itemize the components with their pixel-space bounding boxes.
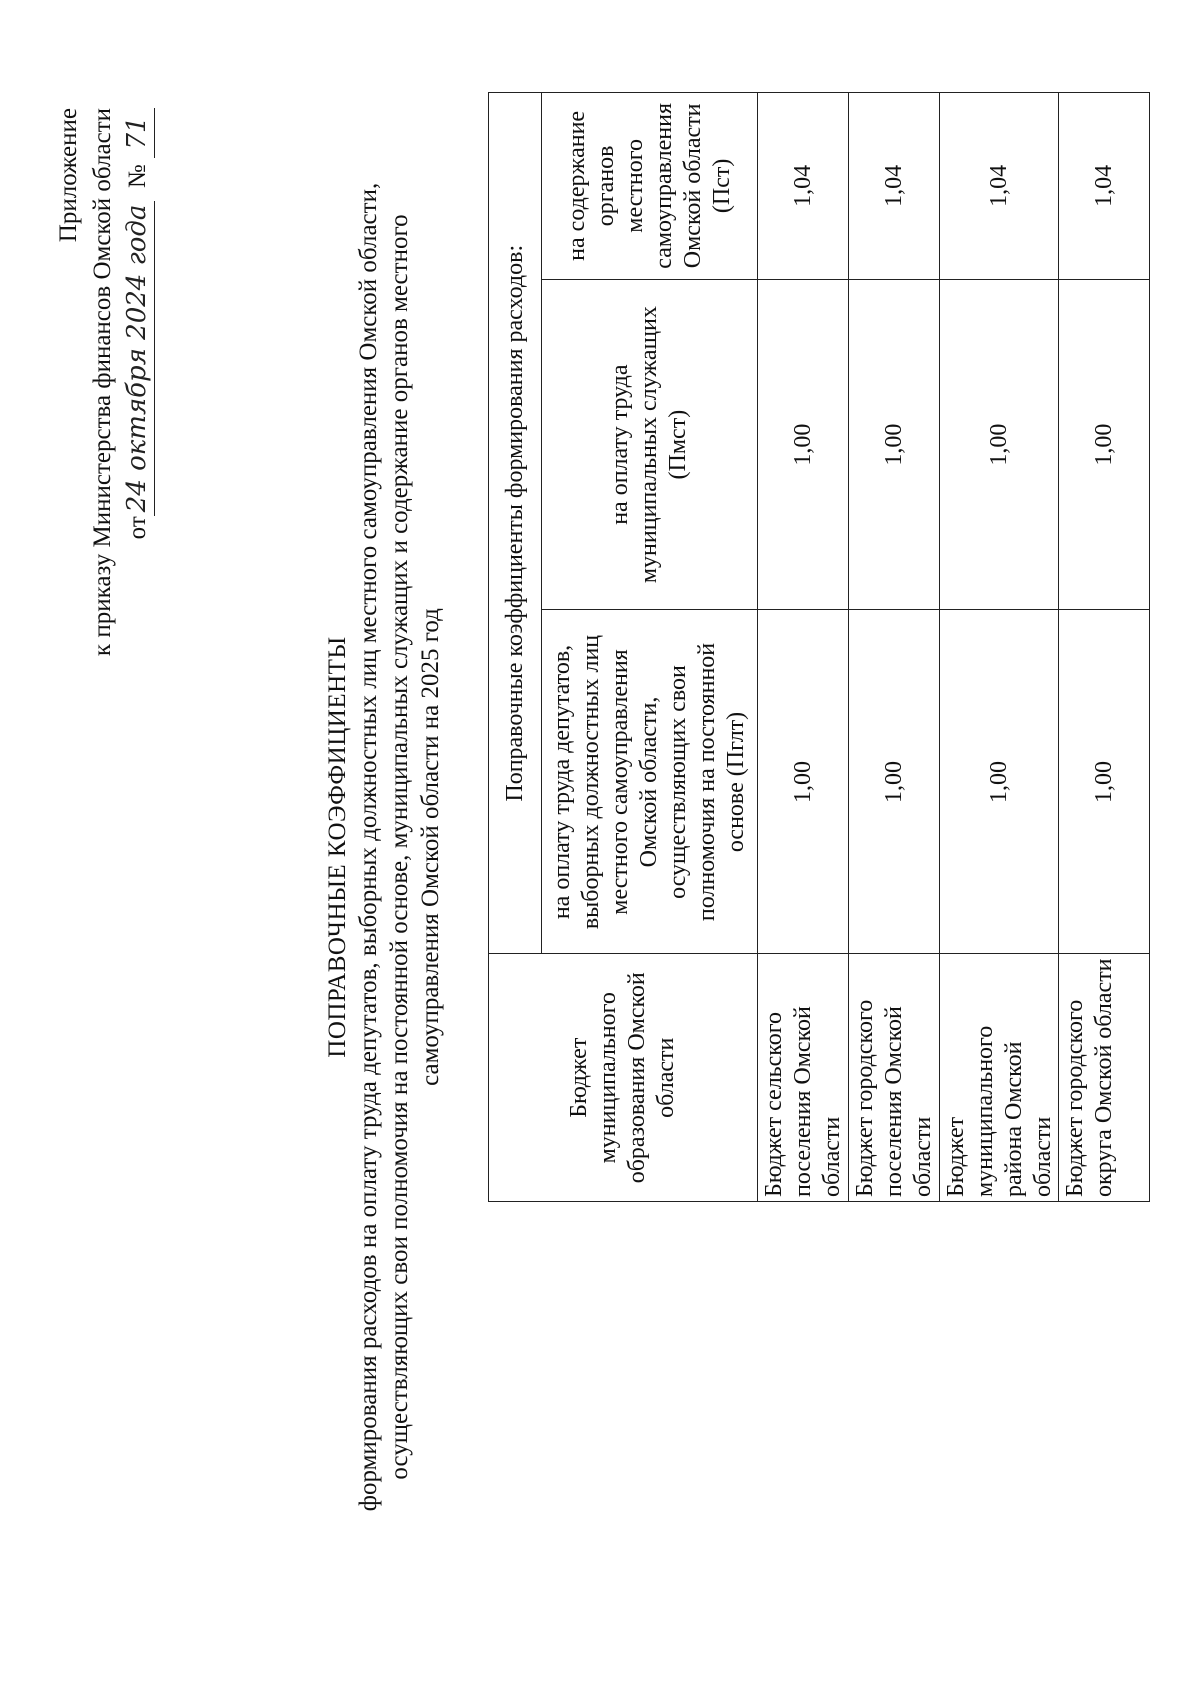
title-line-3: самоуправления Омской области на 2025 год [417, 608, 444, 1086]
row-budget-name: Бюджет муниципального района Омской области [940, 954, 1059, 1202]
row-pmst-value: 1,00 [758, 279, 849, 610]
appendix-date-line [120, 108, 155, 656]
row-pglt-value: 1,00 [758, 610, 849, 954]
header-pmst: на оплату труда муниципальных служащих (Пмст) [542, 279, 758, 610]
appendix-order-line: к приказу Министерства финансов Омской области [89, 108, 116, 657]
header-budget: Бюджет муниципального образования Омской области [489, 954, 758, 1202]
document-heading: ПОПРАВОЧНЫЕ КОЭФФИЦИЕНТЫ [324, 636, 351, 1058]
row-pmst-value: 1,00 [940, 279, 1059, 610]
table-row [1059, 93, 1150, 1202]
appendix-header [52, 108, 155, 656]
handwritten-date: 24 октября 2024 года [120, 201, 155, 517]
row-budget-name: Бюджет городского поселения Омской области [849, 954, 940, 1202]
header-pst: на содержание органов местного самоуправления Омской области (Пст) [542, 93, 758, 280]
row-pglt-value: 1,00 [1059, 610, 1150, 954]
header-coefficients-group: Поправочные коэффициенты формирования расходов: [489, 93, 542, 954]
title-line-1: формирования расходов на оплату труда депутатов, выборных должностных лиц местного самоуправления Омской области, [355, 182, 382, 1512]
appendix-title: Приложение [55, 108, 82, 243]
handwritten-number: 71 [120, 108, 155, 158]
row-pglt-value: 1,00 [849, 610, 940, 954]
document-title-block [322, 117, 446, 1577]
row-pglt-value: 1,00 [940, 610, 1059, 954]
header-pglt: на оплату труда депутатов, выборных должностных лиц местного самоуправления Омской области, осуществляющих свои полномочия на постоянной основе (Пглт) [542, 610, 758, 954]
table-row [849, 93, 940, 1202]
row-budget-name: Бюджет городского округа Омской области [1059, 954, 1150, 1202]
row-budget-name: Бюджет сельского поселения Омской области [758, 954, 849, 1202]
table-row [758, 93, 849, 1202]
row-pst-value: 1,04 [758, 93, 849, 280]
title-line-2: осуществляющих свои полномочия на постоянной основе, муниципальных служащих и содержание органов местного [386, 214, 413, 1480]
number-prefix: № [124, 164, 151, 189]
row-pst-value: 1,04 [1059, 93, 1150, 280]
date-prefix: от [124, 516, 151, 540]
row-pst-value: 1,04 [849, 93, 940, 280]
row-pst-value: 1,04 [940, 93, 1059, 280]
row-pmst-value: 1,00 [849, 279, 940, 610]
coefficients-table [488, 92, 1150, 1202]
row-pmst-value: 1,00 [1059, 279, 1150, 610]
table-row [940, 93, 1059, 1202]
